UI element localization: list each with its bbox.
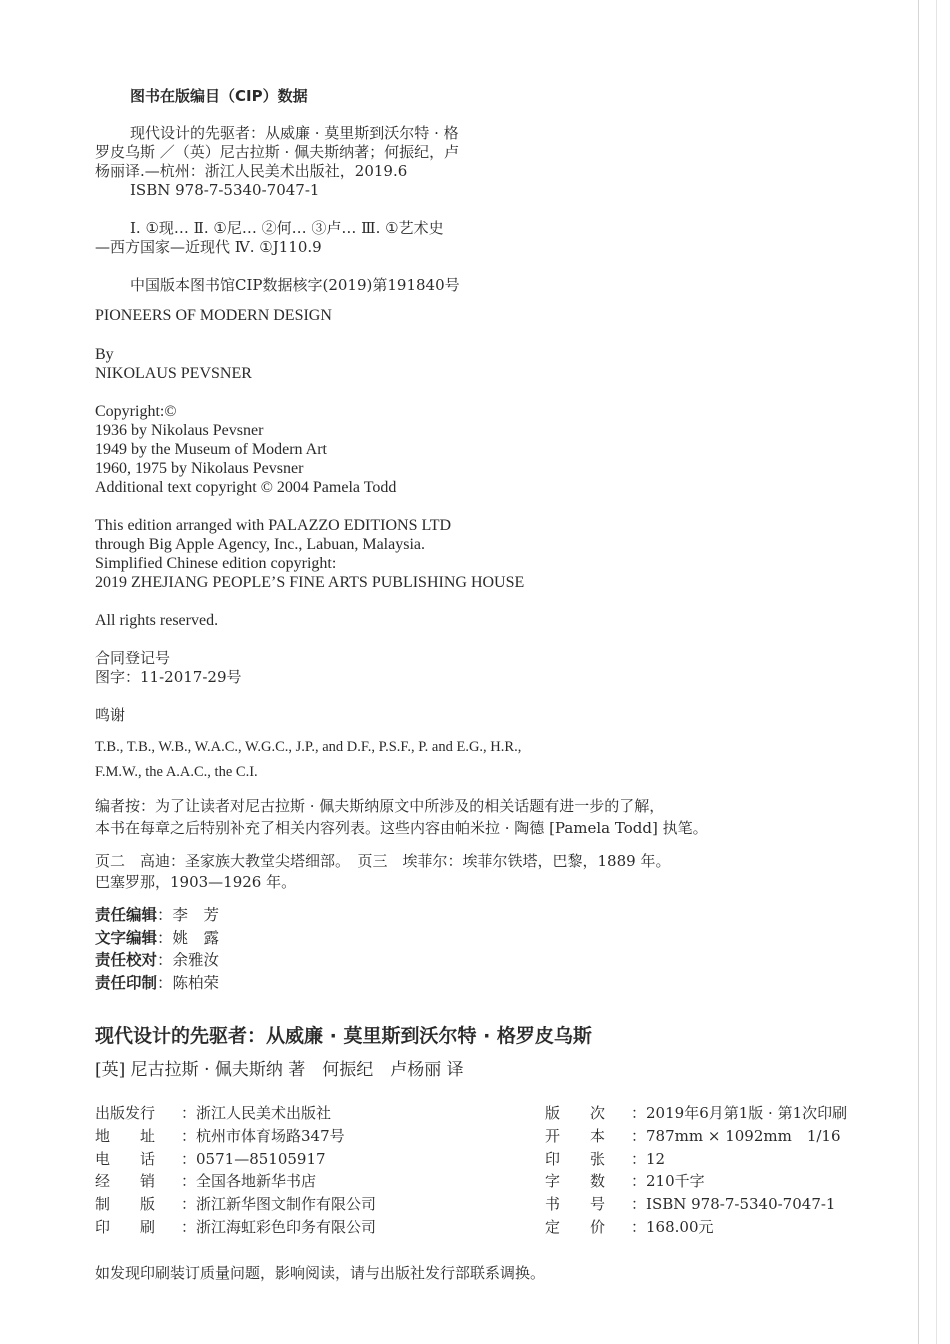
publisher-value: 浙江新华图文制作有限公司 bbox=[196, 1195, 377, 1214]
staff-name: 李 芳 bbox=[172, 906, 220, 924]
publisher-value: 浙江海虹彩色印务有限公司 bbox=[196, 1217, 377, 1236]
editor-note-line: 编者按：为了让读者对尼古拉斯 · 佩夫斯纳原文中所涉及的相关话题有进一步的了解， bbox=[95, 797, 665, 815]
print-value: ISBN 978-7-5340-7047-1 bbox=[646, 1195, 836, 1214]
quality-notice: 如发现印刷装订质量问题，影响阅读，请与出版社发行部联系调换。 bbox=[95, 1264, 546, 1282]
print-value: 2019年6月第1版 · 第1次印刷 bbox=[646, 1104, 848, 1122]
cip-number: 中国版本图书馆CIP数据核字(2019)第191840号 bbox=[130, 276, 460, 294]
publisher-label: 地 址 bbox=[95, 1126, 156, 1145]
staff-name: 余雅汝 bbox=[172, 951, 220, 969]
acknowledgments-heading: 鸣谢 bbox=[95, 706, 126, 724]
original-author: NIKOLAUS PEVSNER bbox=[95, 365, 252, 382]
caption-line: 巴塞罗那，1903—1926 年。 bbox=[95, 873, 297, 891]
publisher-value: 0571—85105917 bbox=[196, 1149, 326, 1168]
copyright-line: Copyright:© bbox=[95, 403, 177, 420]
publisher-row: 出版发行 ：浙江人民美术出版社 bbox=[95, 1102, 376, 1125]
print-label: 印 张 bbox=[545, 1149, 606, 1168]
publisher-label: 出版发行 bbox=[95, 1104, 156, 1122]
publisher-value: 杭州市体育场路347号 bbox=[196, 1126, 345, 1145]
publisher-row: 印 刷 ：浙江海虹彩色印务有限公司 bbox=[95, 1216, 376, 1239]
publisher-label: 印 刷 bbox=[95, 1217, 156, 1236]
page-edge-line bbox=[936, 0, 937, 1344]
publisher-row: 电 话 ：0571—85105917 bbox=[95, 1148, 376, 1171]
print-label: 定 价 bbox=[545, 1217, 606, 1236]
print-label: 字 数 bbox=[545, 1172, 606, 1191]
print-row: 字 数 ：210千字 bbox=[545, 1170, 847, 1193]
cip-classification-line: —西方国家—近现代 Ⅳ. ①J110.9 bbox=[95, 238, 322, 256]
copyright-line: Additional text copyright © 2004 Pamela Todd bbox=[95, 479, 397, 496]
caption-line: 页二 高迪：圣家族大教堂尖塔细部。 页三 埃菲尔：埃菲尔铁塔，巴黎，1889 年。 bbox=[95, 852, 671, 870]
cip-entry-line: 罗皮乌斯 ／（英）尼古拉斯 · 佩夫斯纳著；何振纪，卢 bbox=[95, 143, 460, 161]
cip-entry-line: 现代设计的先驱者：从威廉 · 莫里斯到沃尔特 · 格 bbox=[130, 124, 459, 142]
publisher-label: 经 销 bbox=[95, 1172, 156, 1191]
staff-row: 责任校对：余雅汝 bbox=[95, 951, 220, 969]
edition-line: This edition arranged with PALAZZO EDITIONS LTD bbox=[95, 517, 452, 534]
print-value: 210千字 bbox=[646, 1172, 705, 1191]
staff-label: 文字编辑 bbox=[95, 928, 158, 947]
staff-label: 责任印制 bbox=[95, 973, 158, 992]
print-value: 12 bbox=[646, 1149, 666, 1168]
acknowledgments-line: F.M.W., the A.A.C., the C.I. bbox=[95, 764, 258, 780]
edition-line: 2019 ZHEJIANG PEOPLE’S FINE ARTS PUBLISHING HOUSE bbox=[95, 574, 525, 591]
print-row: 版 次 ：2019年6月第1版 · 第1次印刷 bbox=[545, 1102, 847, 1125]
print-label: 书 号 bbox=[545, 1195, 606, 1214]
acknowledgments-line: T.B., T.B., W.B., W.A.C., W.G.C., J.P., and D.F., P.S.F., P. and E.G., H.R., bbox=[95, 739, 522, 755]
contract-label: 合同登记号 bbox=[95, 649, 171, 667]
staff-name: 陈柏荣 bbox=[172, 973, 220, 992]
contract-number: 图字：11-2017-29号 bbox=[95, 668, 242, 686]
original-title: PIONEERS OF MODERN DESIGN bbox=[95, 307, 332, 324]
rights-statement: All rights reserved. bbox=[95, 612, 219, 629]
staff-row: 责任印制：陈柏荣 bbox=[95, 973, 220, 992]
publisher-label: 电 话 bbox=[95, 1149, 156, 1168]
publisher-row: 地 址 ：杭州市体育场路347号 bbox=[95, 1125, 376, 1148]
page-edge-line bbox=[918, 0, 919, 1344]
cip-entry-line: 杨丽译.—杭州：浙江人民美术出版社，2019.6 bbox=[95, 162, 408, 180]
print-row: 书 号 ：ISBN 978-7-5340-7047-1 bbox=[545, 1193, 847, 1216]
copyright-line: 1936 by Nikolaus Pevsner bbox=[95, 422, 264, 439]
staff-label: 责任编辑 bbox=[95, 906, 158, 924]
print-row: 印 张 ：12 bbox=[545, 1148, 847, 1171]
print-label: 开 本 bbox=[545, 1126, 606, 1145]
publisher-value: 浙江人民美术出版社 bbox=[196, 1104, 332, 1122]
staff-label: 责任校对 bbox=[95, 951, 158, 969]
print-row: 开 本 ：787mm × 1092mm 1/16 bbox=[545, 1125, 847, 1148]
staff-row: 责任编辑：李 芳 bbox=[95, 906, 220, 924]
edition-line: Simplified Chinese edition copyright: bbox=[95, 555, 337, 572]
copyright-line: 1960, 1975 by Nikolaus Pevsner bbox=[95, 460, 304, 477]
edition-line: through Big Apple Agency, Inc., Labuan, Malaysia. bbox=[95, 536, 425, 553]
copyright-line: 1949 by the Museum of Modern Art bbox=[95, 441, 327, 458]
cip-isbn: ISBN 978-7-5340-7047-1 bbox=[130, 181, 320, 199]
print-value: 168.00元 bbox=[646, 1217, 714, 1236]
original-by: By bbox=[95, 346, 114, 363]
publisher-row: 经 销 ：全国各地新华书店 bbox=[95, 1170, 376, 1193]
print-label: 版 次 bbox=[545, 1104, 606, 1122]
editor-note-line: 本书在每章之后特别补充了相关内容列表。这些内容由帕米拉 · 陶德 [Pamela Todd] 执笔。 bbox=[95, 819, 708, 837]
print-value: 787mm × 1092mm 1/16 bbox=[646, 1126, 841, 1145]
staff-row: 文字编辑：姚 露 bbox=[95, 928, 220, 947]
print-info bbox=[545, 1102, 847, 1239]
staff-list bbox=[95, 904, 219, 994]
cip-heading: 图书在版编目（CIP）数据 bbox=[130, 87, 308, 105]
print-row: 定 价 ：168.00元 bbox=[545, 1216, 847, 1239]
book-authors: [英] 尼古拉斯 · 佩夫斯纳 著 何振纪 卢杨丽 译 bbox=[95, 1060, 464, 1080]
publisher-label: 制 版 bbox=[95, 1195, 156, 1214]
publisher-row: 制 版 ：浙江新华图文制作有限公司 bbox=[95, 1193, 376, 1216]
cip-classification-line: Ⅰ. ①现… Ⅱ. ①尼… ②何… ③卢… Ⅲ. ①艺术史 bbox=[130, 219, 444, 237]
publisher-info bbox=[95, 1102, 376, 1239]
publisher-value: 全国各地新华书店 bbox=[196, 1172, 317, 1191]
book-title: 现代设计的先驱者：从威廉 · 莫里斯到沃尔特 · 格罗皮乌斯 bbox=[95, 1025, 592, 1047]
staff-name: 姚 露 bbox=[172, 928, 220, 947]
